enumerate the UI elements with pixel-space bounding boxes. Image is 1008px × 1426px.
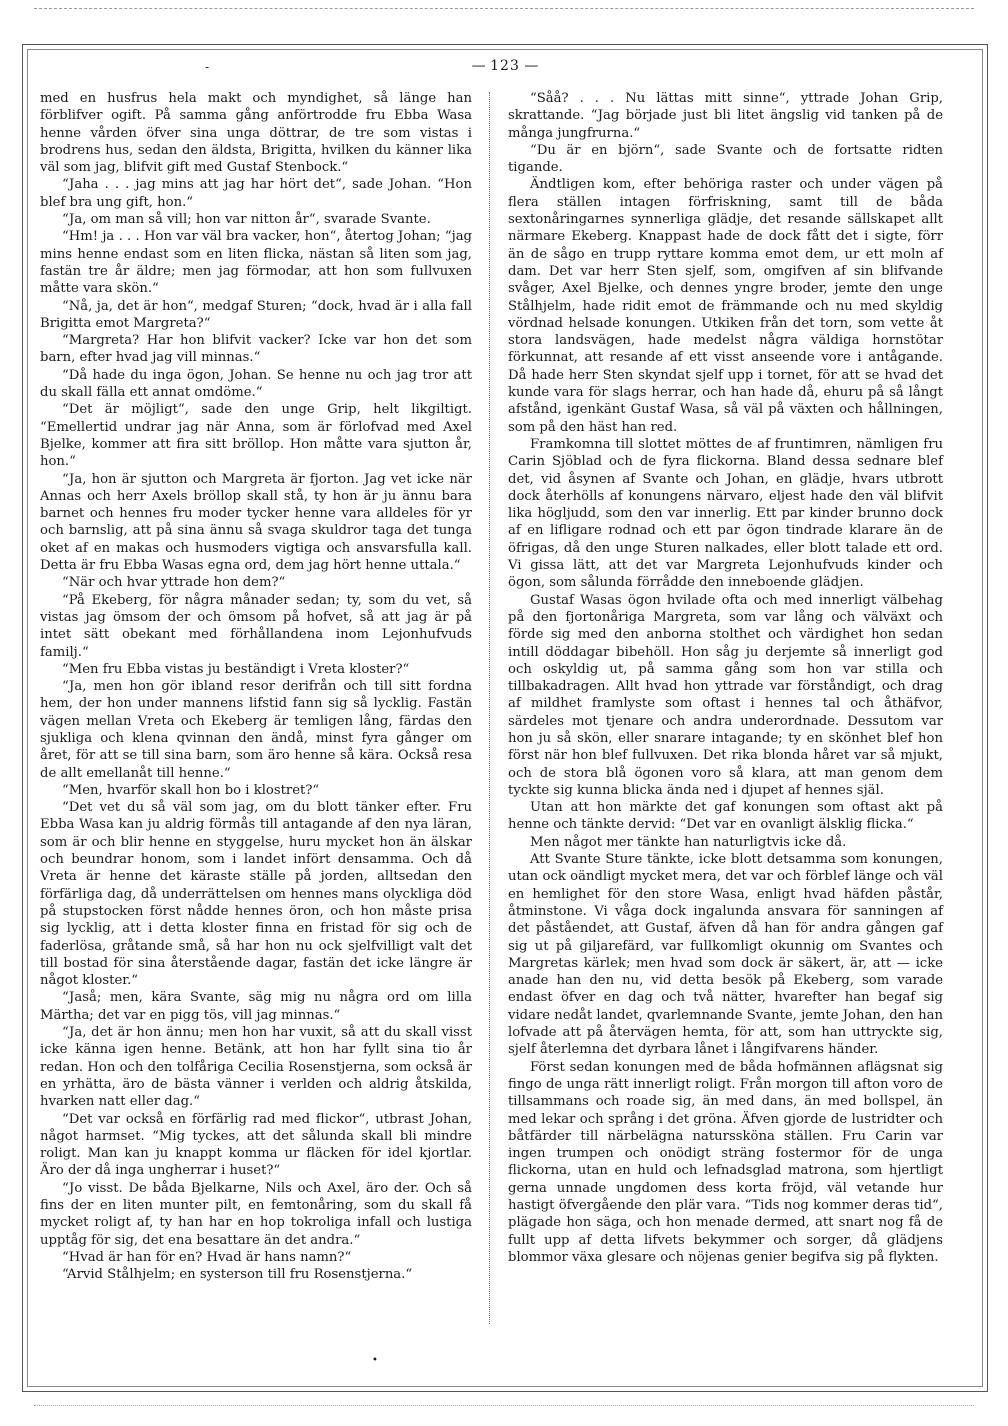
right-column: [508, 90, 943, 1266]
paragraph: “Arvid Stålhjelm; en systerson till fru Rosenstjerna.“: [62, 1267, 413, 1283]
paragraph: “Hm! ja . . . Hon var väl bra vacker, hon“, återtog Johan; “jag mins henne endast som en liten flicka, nästan så liten som jag, fastän tre år äldre; men jag förmodar, att hon som fullvuxen måtte vara skön.“: [40, 229, 472, 297]
paragraph: “Jaha . . . jag mins att jag har hört det“, sade Johan. “Hon blef bra ung gift, hon.“: [40, 177, 472, 210]
paragraph: “Du är en björn“, sade Svante och de fortsatte ridten tigande.: [508, 142, 943, 176]
paragraph: “Jo visst. De båda Bjelkarne, Nils och Axel, äro der. Och så fins der en liten munter pilt, en femtonåring, som du skall få mycket roligt af, ty han har en hop tokroliga infall och lustiga upptåg för sig, det ena besattare än det andra.“: [40, 1180, 472, 1248]
top-rule: [34, 8, 974, 9]
paragraph: “Nå, ja, det är hon“, medgaf Sturen; “dock, hvad är i alla fall Brigitta emot Margreta?“: [40, 298, 472, 331]
paragraph: Utan att hon märkte det gaf konungen som oftast akt på henne och tänkte dervid: “Det var en ovanligt älsklig flicka.“: [508, 800, 943, 833]
paragraph: “Då hade du inga ögon, Johan. Se henne nu och jag tror att du skall fälla ett annat omdöme.“: [40, 367, 472, 401]
left-column: [40, 90, 472, 1283]
paragraph: Ändtligen kom, efter behöriga raster och under vägen på flera ställen intagen förfriskning, samt till de båda sextonåringarnes synnerliga glädje, det resande sällskapet allt närmare Ekeberg. Knappast hade de dock fått det i sigte, förr än de sågo en trupp ryttare komma emot dem, ur ett moln af dam. Det var herr Sten sjelf, som, omgifven af sin blifvande svåger, Axel Bjelke, och dennes yngre broder, jemte den unge Stålhjelm, hade ridit emot de främmande och nu med skyldig vördnad helsade konungen. Utkiken från det torn, som vette åt stora landsvägen, hade medelst några väldiga hornstötar förkunnat, att resande af ett visst anseende vore i antågande. Då hade herr Sten skyndat sjelf upp i tornet, för att se hvad det kunde vara för slags herrar, och han hade då, ehuru på så långt afstånd, igenkänt Gustaf Wasa, så väl på växten och hållningen, som på den häst han red.: [508, 177, 943, 435]
bottom-rule: [34, 1405, 974, 1406]
header-dash-right: —: [524, 58, 539, 74]
paragraph: “När och hvar yttrade hon dem?“: [62, 575, 286, 591]
column-divider: [489, 92, 490, 1324]
page-number: 123: [490, 58, 520, 74]
paragraph: Gustaf Wasas ögon hvilade ofta och med innerligt välbehag på den fjortonåriga Margreta, som var lång och välväxt och förde sig med den anborna stolthet och värdighet hon sedan intill döddagar bibehöll. Hon såg ju derjemte så innerligt god och oskyldig ut, på samma gång som hon var stilla och tillbakadragen. Allt hvad hon yttrade var förståndigt, och drag af mildhet framlyste som oftast i hennes tal och åthäfvor, särdeles mot tjenare och andra underordnade. Dessutom var hon ju så skön, eller snarare intagande; ty en skönhet blef hon först när hon blef fullvuxen. Det rika blonda håret var så mjukt, och de stora blå ögonen voro så klara, att man genom dem tyckte sig kunna blicka ända ned i djupet af hennes själ.: [508, 592, 943, 798]
paragraph: Att Svante Sture tänkte, icke blott detsamma som konungen, utan ock oändligt mycket mera, det var och förblef länge och väl en hemlighet för den store Wasa, enligt hvad häfden påstår, åtminstone. Vi våga dock ingalunda ansvara för sanningen af det påståendet, att Gustaf, äfven då han för andra gången gaf sig ut på giljarefärd, var fullkomligt okunnig om Svantes och Margretas kärlek; men hvad som dock är säkert, är, att — icke anade han den nu, vid detta besök på Ekeberg, som varade endast öfver en dag och två nätter, hvarefter han begaf sig vidare nedåt landet, qvarlemnande Svante, jemte Johan, den han lofvade att på återvägen hemta, för att, som han uttryckte sig, sjelf återlemna det dyrbara lånet i långifvarens händer.: [508, 852, 944, 1058]
page-header: [40, 58, 970, 82]
paragraph: “Margreta? Har hon blifvit vacker? Icke var hon det som barn, efter hvad jag vill minnas.“: [40, 333, 472, 366]
paragraph: “Men fru Ebba vistas ju beständigt i Vreta kloster?“: [62, 661, 410, 677]
paragraph: “Men, hvarför skall hon bo i klostret?“: [62, 782, 320, 798]
paragraph: med en husfrus hela makt och myndighet, så länge han förblifver ogift. På samma gång anförtrodde fru Ebba Wasa henne vården öfver sina unga döttrar, de tre som vistas i brodrens hus, sedan den äldsta, Brigitta, hvilken du känner lika väl som jag, blifvit gift med Gustaf Stenbock.“: [40, 91, 472, 176]
paragraph: Först sedan konungen med de båda hofmännen aflägsnat sig fingo de unga rätt innerligt roligt. Från morgon till afton voro de tillsammans och roade sig, än med dans, än med bollspel, än med lekar och språng i det gröna. Äfven gjorde de lustridter och båtfärder till närbelägna naturssköna ställen. Fru Carin var ingen trumpen och onödigt sträng fostermor för de unga flickorna, utan en huld och lefnadsglad matrona, som hjertligt gerna unnade ungdomen dess korta fröjd, väl vetande hur hastigt öfvergående den plär vara. “Tids nog kommer deras tid“, plägade hon säga, och hon menade dermed, att snart nog få de fullt upp af detta lifvets bekymmer och sorger, då glädjens blommor växa glesare och nöjenas genier begifva sig på flykten.: [508, 1059, 943, 1265]
paragraph: “Såå? . . . Nu lättas mitt sinne“, yttrade Johan Grip, skrattande. “Jag började just bli litet ängslig vid tanken på de många jungfrurna.“: [508, 91, 943, 141]
paragraph: “Ja, hon är sjutton och Margreta är fjorton. Jag vet icke när Annas och herr Axels bröllop skall stå, ty hon är ju ännu bara barnet och hennes fru moder tycker henne vara alldeles för yr och barnslig, att på sina ännu så svaga skuldror taga det tunga oket af en makas och husmoders vigtiga och ansvarsfulla kall. Detta är fru Ebba Wasas egna ord, dem jag hört henne uttala.“: [40, 471, 472, 574]
paragraph: “Hvad är han för en? Hvad är hans namn?“: [62, 1249, 352, 1265]
paragraph: Men något mer tänkte han naturligtvis icke då.: [530, 834, 847, 850]
paragraph: “Jaså; men, kära Svante, säg mig nu några ord om lilla Märtha; det var en pigg tös, vill jag minnas.“: [40, 990, 472, 1023]
paragraph: “Det var också en förfärlig rad med flickor“, utbrast Johan, något harmset. “Mig tyckes, att det sålunda skall bli mindre roligt. Man kan ju knappt komma ur fläcken för idel kjortlar. Äro der då inga ungherrar i huset?“: [40, 1111, 472, 1179]
paragraph: Framkomna till slottet möttes de af fruntimren, nämligen fru Carin Sjöblad och de fyra flickorna. Bland dessa sednare blef det, vid åsynen af Svante och Johan, en glädje, hvars utbrott dock återhölls af konungens närvaro, eljest hade den väl blifvit lika högljudd, som den var innerlig. Ett par kinder brunno dock af en lifligare rodnad och ett par ögon tindrade klarare än de öfrigas, då den unge Sturen nalkades, eller blott talade ett ord. Vi gissa lätt, att det var Margreta Lejonhufvuds kinder och ögon, som sålunda förrådde den inneboende glädjen.: [508, 436, 943, 591]
footer-mark: •: [372, 1355, 378, 1366]
paragraph: “Det är möjligt“, sade den unge Grip, helt likgiltigt. “Emellertid undrar jag när Anna, som är förlofvad med Axel Bjelke, kommer att fira sitt bröllop. Hon måtte vara sjutton år, hon.“: [40, 402, 472, 470]
paragraph: “Ja, om man så vill; hon var nitton år“, svarade Svante.: [62, 212, 431, 228]
paragraph: “Det vet du så väl som jag, om du blott tänker efter. Fru Ebba Wasa kan ju aldrig förmås till antagande af den nya läran, som är och blir henne en styggelse, huru mycket hon än älskar och beundrar honom, som i landet infört densamma. Och då Vreta är henne det käraste ställe på jorden, alltsedan den förfärliga dag, då underrättelsen om hennes mans olyckliga död på stupstocken först nådde hennes öron, och hon måste prisa sig lycklig, att i detta kloster finna en fristad för sig och de faderlösa, gråtande små, så har hon nu ock sjelfvilligt valt det till bostad för sina återstående dagar, fastän det icke längre är något kloster.“: [40, 800, 472, 989]
header-mark: -: [205, 60, 210, 74]
paragraph: “Ja, men hon gör ibland resor derifrån och till sitt fordna hem, der hon under mannens lifstid fann sig så lycklig. Fastän vägen mellan Vreta och Ekeberg är temligen lång, färdas den sjukliga och klena qvinnan den ändå, minst fyra gånger om året, för att se till sina barn, som äro henne så kära. Också resa de allt emellanåt till henne.“: [40, 679, 472, 781]
paragraph: “Ja, det är hon ännu; men hon har vuxit, så att du skall visst icke känna igen henne. Betänk, att hon har fyllt sina tio år redan. Hon och den tolfåriga Cecilia Rosenstjerna, som också är en yrhätta, äro de bästa vänner i verlden och aldrig åtskilda, hvarken natt eller dag.“: [40, 1025, 472, 1110]
header-dash-left: —: [471, 58, 486, 74]
paragraph: “På Ekeberg, för några månader sedan; ty, som du vet, så vistas jag ömsom der och ömsom på hofvet, så att jag är på intet sätt obekant med förhållandena inom Lejonhufvuds familj.“: [40, 592, 472, 660]
